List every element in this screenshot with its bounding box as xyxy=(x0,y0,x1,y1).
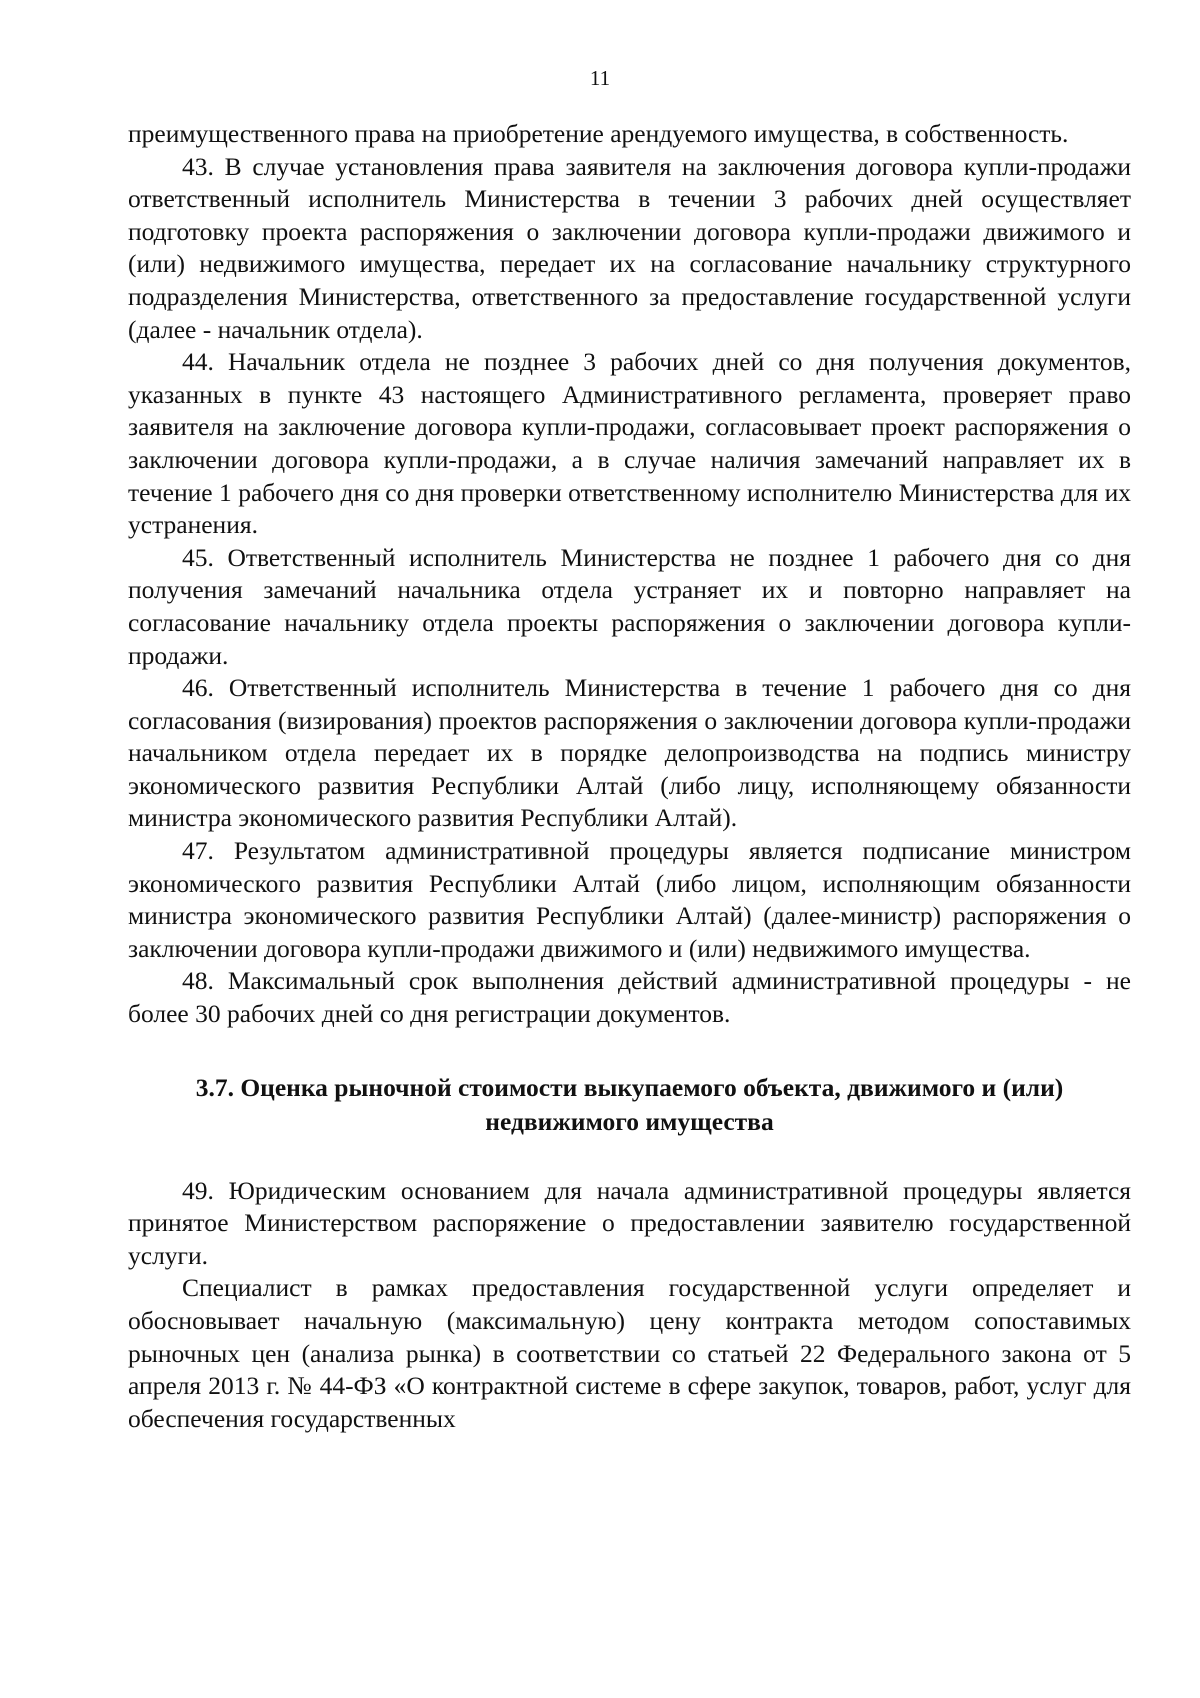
paragraph-specialist: Специалист в рамках предоставления государственной услуги определяет и обосновывает начальную (максимальную) цену контракта методом сопоставимых рыночных цен (анализа рынка) в соответствии со статьей 22 Федерального закона от 5 апреля 2013 г. № 44-ФЗ «О контрактной системе в сфере закупок, товаров, работ, услуг для обеспечения государственных xyxy=(128,1273,1131,1433)
paragraph-48: 48. Максимальный срок выполнения действий административной процедуры - не более 30 рабочих дней со дня регистрации документов. xyxy=(128,966,1131,1029)
paragraph-47: 47. Результатом административной процедуры является подписание министром экономического развития Республики Алтай (либо лицом, исполняющим обязанности министра экономического развития Республики Алтай) (далее-министр) распоряжения о заключении договора купли-продажи движимого и (или) недвижимого имущества. xyxy=(128,836,1131,963)
paragraph-46: 46. Ответственный исполнитель Министерства в течение 1 рабочего дня со дня согласования (визирования) проектов распоряжения о заключении договора купли-продажи начальником отдела передает их в порядке делопроизводства на подпись министру экономического развития Республики Алтай (либо лицу, исполняющему обязанности министра экономического развития Республики Алтай). xyxy=(128,673,1131,833)
section-heading-line-2: недвижимого имущества xyxy=(485,1106,774,1136)
section-heading xyxy=(128,1071,1131,1139)
page-number: 11 xyxy=(589,66,611,90)
paragraph-45: 45. Ответственный исполнитель Министерства не позднее 1 рабочего дня со дня получения замечаний начальника отдела устраняет их и повторно направляет на согласование начальнику отдела проекты распоряжения о заключении договора купли-продажи. xyxy=(128,542,1131,670)
paragraph-49: 49. Юридическим основанием для начала административной процедуры является принятое Министерством распоряжение о предоставлении заявителю государственной услуги. xyxy=(128,1175,1131,1270)
paragraph-43: 43. В случае установления права заявителя на заключения договора купли-продажи ответственный исполнитель Министерства в течении 3 рабочих дней осуществляет подготовку проекта распоряжения о заключении договора купли-продажи движимого и (или) недвижимого имущества, передает их на согласование начальнику структурного подразделения Министерства, ответственного за предоставление государственной услуги (далее - начальник отдела). xyxy=(128,151,1131,344)
continuation-paragraph: преимущественного права на приобретение арендуемого имущества, в собственность. xyxy=(128,119,1069,148)
document-body xyxy=(128,118,1131,1435)
paragraph-44: 44. Начальник отдела не позднее 3 рабочих дней со дня получения документов, указанных в пункте 43 настоящего Административного регламента, проверяет право заявителя на заключение договора купли-продажи, согласовывает проект распоряжения о заключении договора купли-продажи, а в случае наличия замечаний направляет их в течение 1 рабочего дня со дня проверки ответственному исполнителю Министерства для их устранения. xyxy=(128,347,1131,540)
section-heading-line-1: 3.7. Оценка рыночной стоимости выкупаемого объекта, движимого и (или) xyxy=(195,1072,1064,1102)
